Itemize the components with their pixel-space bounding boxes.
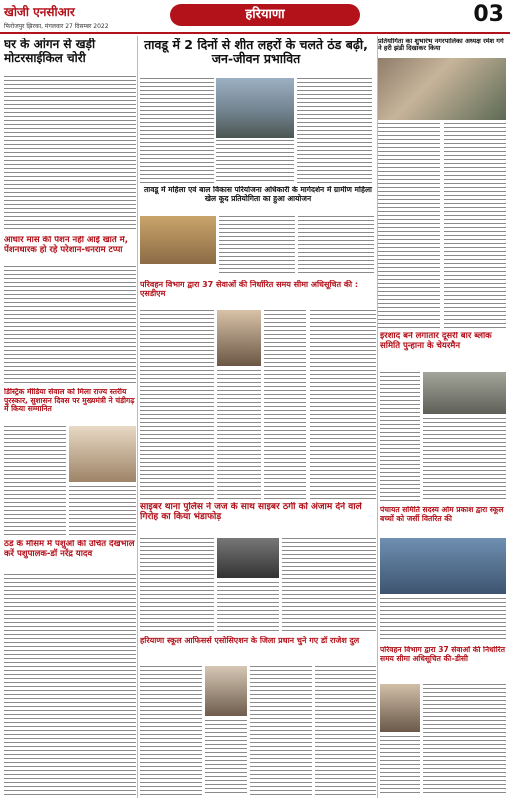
headline: पंचायत समिति सदस्य ओम प्रकाश द्वारा स्कूल बच्चों को जर्सी वितरित की	[380, 506, 504, 523]
article-school-officers	[140, 636, 376, 664]
edition-date: फिरोजपुर झिरका, मंगलवार 27 दिसम्बर 2022	[4, 23, 109, 30]
masthead-left	[4, 3, 109, 30]
article-animal-care	[4, 540, 136, 572]
article-body	[315, 666, 376, 796]
article-body	[380, 598, 506, 642]
article-cold-wave	[140, 38, 372, 74]
article-body	[217, 582, 279, 632]
article-transport-dc	[380, 646, 506, 680]
headline: हरियाणा स्कूल आफिसर्स एसोसिएशन के जिला प्रधान चुने गए डॉ राजेश दुल	[140, 636, 360, 645]
headline: साइबर थाना पुलिस ने जज के साथ साइबर ठगी को अंजाम देने वाले गिरोह का किया भंडाफोड़	[140, 502, 362, 523]
article-jersey-distribution	[380, 506, 506, 536]
headline: डिस्ट्रिक मीडिया सेवाल को मिला राज्य स्तरीय पुरस्कार, सुशासन दिवस पर मुख्यमंत्री ने चंडीगढ़ में किया सम्मानित	[4, 388, 135, 414]
headline: घर के आंगन से खड़ी मोटरसाईकिल चोरी	[4, 38, 96, 65]
jersey-photo	[380, 538, 506, 594]
section-title: हरियाणा	[170, 4, 360, 26]
article-body	[310, 310, 376, 500]
article-body	[444, 123, 506, 328]
article-body	[378, 123, 440, 328]
headline: परिवहन विभाग द्वारा 37 सेवाओं की निर्धारित समय सीमा अधिसूचित की–डीसी	[380, 646, 505, 663]
article-transport-sdm	[140, 280, 376, 308]
cold-wave-photo	[216, 78, 294, 138]
headline: परिवहन विभाग द्वारा 37 सेवाओं की निर्धारित समय सीमा अधिसूचित की : एसडीएम	[140, 280, 359, 299]
article-body	[250, 666, 312, 796]
article-body	[423, 684, 506, 796]
article-body	[297, 78, 372, 183]
article-body	[264, 310, 306, 500]
article-body	[380, 372, 420, 502]
officer-photo	[205, 666, 247, 716]
article-body	[219, 216, 295, 276]
article-body	[140, 310, 214, 500]
column-rule	[377, 36, 378, 798]
headline: ठंड के मौसम में पशुओं की उचित देखभाल करें पशुपालक-डॉ नरेंद्र यादव	[4, 540, 135, 559]
headline: प्रतियोगिता का शुभारंभ नगरपालिका अध्यक्ष रमेश गर्ग ने हरी झंडी दिखाकर किया	[378, 38, 504, 53]
article-body	[205, 720, 247, 796]
award-photo	[69, 426, 136, 482]
paper-name: खोजी एनसीआर	[4, 5, 75, 19]
article-body	[140, 78, 214, 183]
cyber-photo	[217, 538, 279, 578]
article-women-sports	[140, 186, 376, 216]
page-number: 03	[473, 2, 504, 27]
article-body	[282, 538, 376, 632]
sdm-photo	[217, 310, 261, 366]
masthead	[0, 0, 510, 34]
column-rule	[137, 36, 138, 798]
headline: तावडू में 2 दिनों से शीत लहरों के चलते ठंड बढ़ी, जन-जीवन प्रभावित	[144, 38, 368, 67]
article-motorcycle-theft	[4, 38, 136, 233]
article-block-chairman	[380, 332, 506, 366]
headline: आधार मास की पेंशन नहीं आई खाते में, पेंशनधारक हो रहे परेशान-धनराम टप्पा	[4, 236, 128, 255]
dc-photo	[380, 684, 420, 732]
article-pension	[4, 236, 136, 266]
article-cyber-police	[140, 502, 376, 536]
article-body	[69, 486, 136, 536]
article-body	[4, 76, 136, 231]
article-body	[140, 538, 214, 632]
article-media-award	[4, 388, 136, 424]
article-body	[423, 418, 506, 502]
sports-photo	[140, 216, 216, 264]
article-body	[4, 266, 136, 384]
headline: इरशाद बने लगातार दूसरी बार ब्लॉक समिति पुन्हाना के चेयरमैन	[380, 332, 492, 351]
article-body	[216, 140, 294, 183]
chairman-photo	[423, 372, 506, 414]
article-body	[4, 426, 66, 536]
article-body	[380, 736, 420, 796]
article-body	[217, 370, 261, 500]
article-body	[4, 574, 136, 796]
article-body	[140, 666, 202, 796]
headline: तावडू में महिला एवं बाल विकास परियोजना अधिकारी के मार्गदर्शन में ग्रामीण महिला खेल कूद प्रतियोगिता का हुआ आयोजन	[144, 186, 372, 203]
competition-photo	[378, 58, 506, 120]
article-body	[298, 216, 374, 276]
